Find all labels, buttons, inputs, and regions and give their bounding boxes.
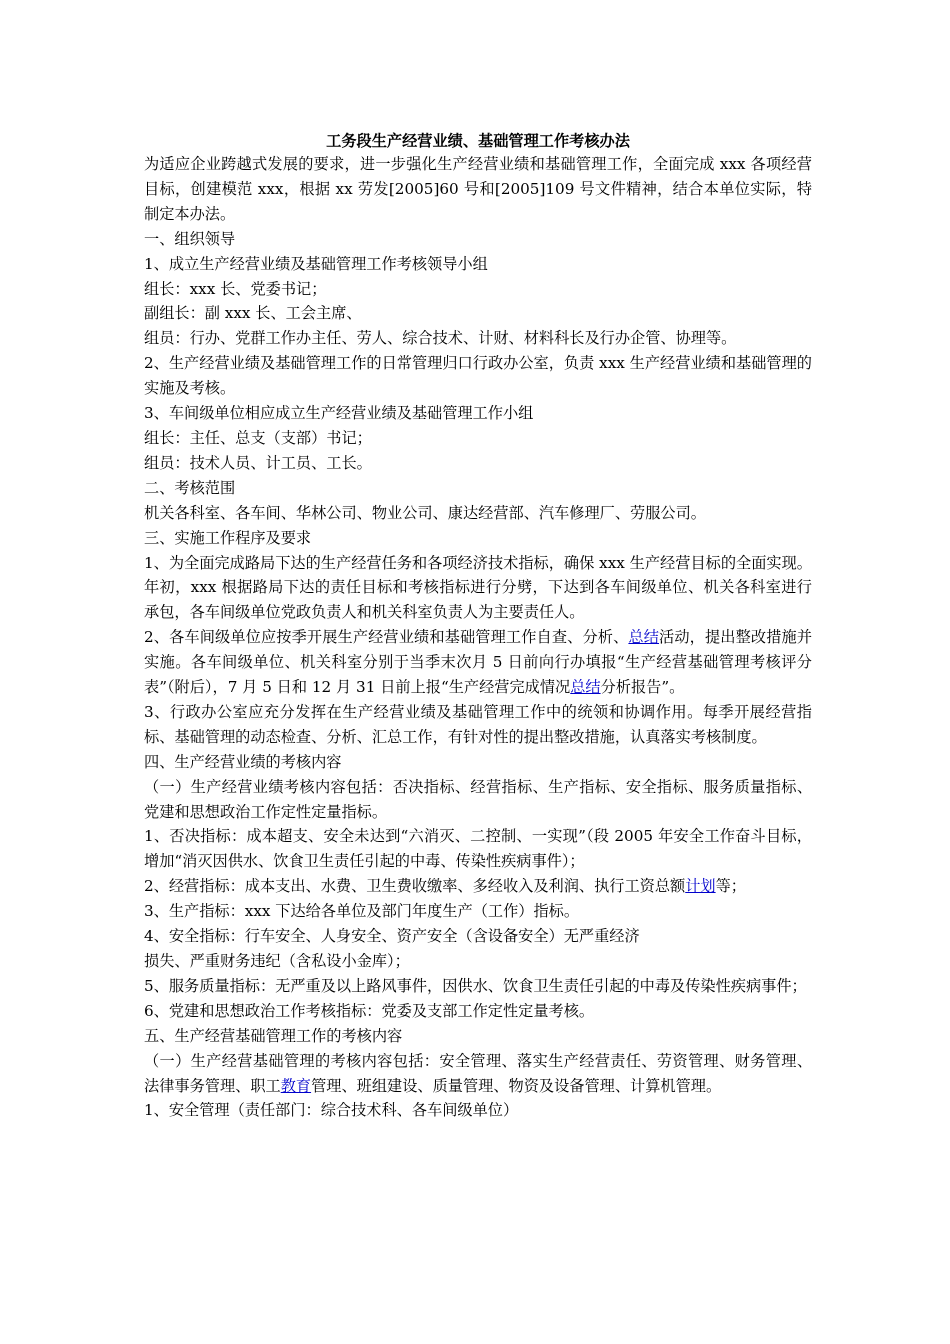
paragraph: 组长：主任、总支（支部）书记； bbox=[144, 428, 372, 447]
paragraph: 损失、严重财务违纪（含私设小金库）； bbox=[144, 952, 410, 970]
paragraph: 3、生产指标：xxx 下达给各单位及部门年度生产（工作）指标。 bbox=[144, 902, 580, 921]
section-heading-1: 一、组织领导 bbox=[144, 229, 236, 248]
text-run: 2、经营指标：成本支出、水费、卫生费收缴率、多经收入及利润、执行工资总额 bbox=[144, 877, 686, 896]
education-link[interactable]: 教育 bbox=[280, 1076, 312, 1095]
paragraph: 副组长：副 xxx 长、工会主席、 bbox=[144, 304, 362, 323]
paragraph: 组长：xxx 长、党委书记； bbox=[144, 279, 327, 298]
section-heading-4: 四、生产经营业绩的考核内容 bbox=[144, 752, 342, 771]
paragraph-intro: 为适应企业跨越式发展的要求，进一步强化生产经营业绩和基础管理工作，全面完成 xxx 各项经营目标，创建模范 xxx，根据 xx 劳发[2005]60 号和[2005]109 号文件精神，结合本单位实际，特制定本办法。 bbox=[144, 155, 812, 223]
text-run: 活动，提出整改措施并实施。各车间级单位、机关科室分别于当季末次月 5 日前向行办填报“生产经营基础管理考核评分表”（附后），7 月 5 日和 12 月 31 日前上报“生产经营完成情况 bbox=[144, 628, 813, 697]
text-run: 2、各车间级单位应按季开展生产经营业绩和基础管理工作自查、分析、 bbox=[144, 628, 629, 647]
paragraph: （一）生产经营业绩考核内容包括：否决指标、经营指标、生产指标、安全指标、服务质量指标、党建和思想政治工作定性定量指标。 bbox=[144, 777, 812, 821]
paragraph: 1、为全面完成路局下达的生产经营任务和各项经济技术指标，确保 xxx 生产经营目标的全面实现。年初，xxx 根据路局下达的责任目标和考核指标进行分劈，下达到各车间级单位、机关各科室进行承包，各车间级单位党政负责人和机关科室负责人为主要责任人。 bbox=[144, 553, 812, 622]
text-run: 管理、班组建设、质量管理、物资及设备管理、计算机管理。 bbox=[311, 1076, 722, 1095]
document-body bbox=[144, 130, 812, 1123]
section-heading-5: 五、生产经营基础管理工作的考核内容 bbox=[144, 1026, 403, 1045]
text-run: 等； bbox=[715, 877, 746, 896]
paragraph: 1、安全管理（责任部门：综合技术科、各车间级单位） bbox=[144, 1101, 519, 1120]
paragraph: 机关各科室、各车间、华林公司、物业公司、康达经营部、汽车修理厂、劳服公司。 bbox=[144, 503, 706, 522]
paragraph: 组员：行办、党群工作办主任、劳人、综合技术、计财、材料科长及行办企管、协理等。 bbox=[144, 329, 737, 348]
paragraph: 3、车间级单位相应成立生产经营业绩及基础管理工作小组 bbox=[144, 404, 534, 423]
section-heading-3: 三、实施工作程序及要求 bbox=[144, 528, 312, 547]
paragraph: 6、党建和思想政治工作考核指标：党委及支部工作定性定量考核。 bbox=[144, 1001, 595, 1020]
section-heading-2: 二、考核范围 bbox=[144, 478, 236, 497]
paragraph: 1、否决指标：成本超支、安全未达到“六消灭、二控制、一实现”（段 2005 年安全工作奋斗目标，增加“消灭因供水、饮食卫生责任引起的中毒、传染性疾病事件）； bbox=[144, 827, 812, 871]
paragraph: 2、生产经营业绩及基础管理工作的日常管理归口行政办公室，负责 xxx 生产经营业绩和基础管理的实施及考核。 bbox=[144, 354, 812, 398]
paragraph: 5、服务质量指标：无严重及以上路风事件，因供水、饮食卫生责任引起的中毒及传染性疾病事件； bbox=[144, 976, 807, 995]
summary-link[interactable]: 总结 bbox=[628, 628, 660, 647]
text-run: （一）生产经营基础管理的考核内容包括：安全管理、落实生产经营责任、劳资管理、财务管理、法律事务管理、职工 bbox=[144, 1051, 812, 1095]
paragraph: 1、成立生产经营业绩及基础管理工作考核领导小组 bbox=[144, 254, 488, 273]
paragraph-with-link bbox=[144, 874, 812, 899]
paragraph-with-link bbox=[144, 1049, 812, 1099]
paragraph: 3、行政办公室应充分发挥在生产经营业绩及基础管理工作中的统领和协调作用。每季开展经营指标、基础管理的动态检查、分析、汇总工作，有针对性的提出整改措施，认真落实考核制度。 bbox=[144, 702, 812, 746]
summary-link-2[interactable]: 总结 bbox=[570, 678, 601, 697]
paragraph-with-links bbox=[144, 625, 812, 700]
plan-link[interactable]: 计划 bbox=[685, 877, 716, 896]
paragraph: 4、安全指标：行车安全、人身安全、资产安全（含设备安全）无严重经济 bbox=[144, 927, 640, 946]
paragraph: 组员：技术人员、计工员、工长。 bbox=[144, 453, 372, 472]
text-run: 分析报告”。 bbox=[600, 678, 685, 697]
document-title: 工务段生产经营业绩、基础管理工作考核办法 bbox=[326, 132, 630, 150]
